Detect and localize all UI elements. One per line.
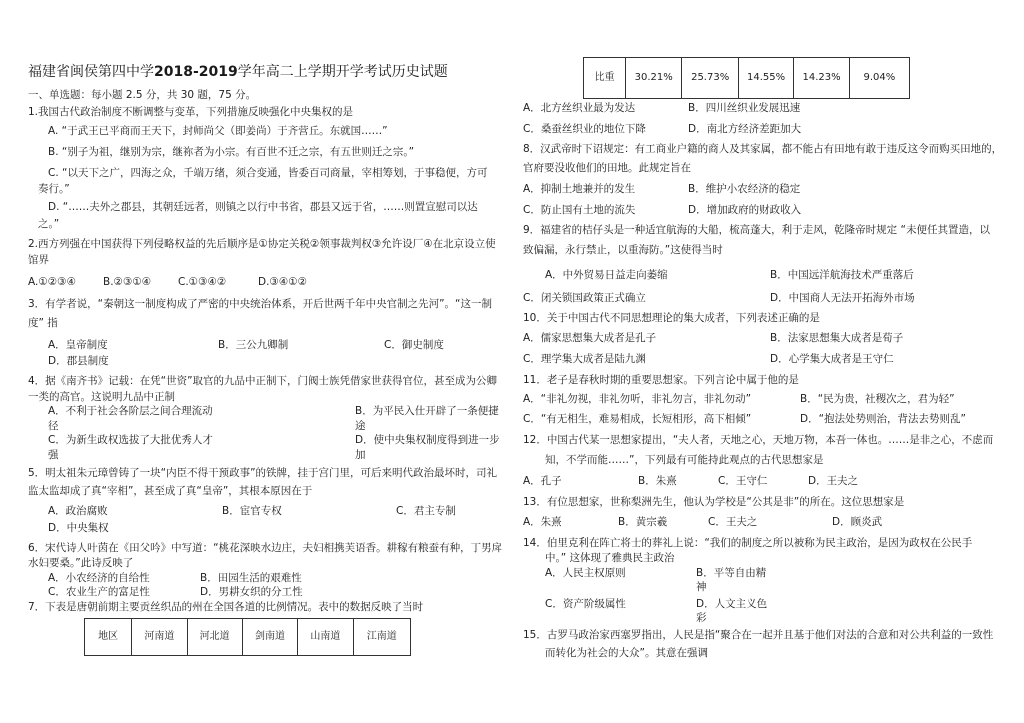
q1-option-a: A. “于武王已平商而王天下，封师尚父（即姜尚）于齐营丘。东就国……” (48, 125, 388, 137)
region-header-table (84, 618, 411, 656)
title-exam: 学年高二上学期开学考试历史试题 (237, 64, 448, 80)
q3-option-b: B．三公九卿制 (218, 339, 289, 351)
q6-option-a: A．小农经济的自给性 (48, 572, 150, 584)
q15-stem: 15．古罗马政治家西塞罗指出，人民是指“聚合在一起并且基于他们对法的合意和对公共利益的一致性 (523, 629, 994, 641)
q7-option-c: C．桑蚕丝织业的地位下降 (523, 123, 646, 135)
section-header: 一、单选题：每小题 2.5 分，共 30 题，75 分。 (28, 89, 257, 101)
q1-option-d-cont: 之。” (38, 218, 60, 230)
q12-option-c: C．王守仁 (718, 475, 768, 487)
q4-option-c-wrap: 强 (48, 449, 59, 461)
q14-option-c: C．资产阶级属性 (545, 598, 626, 610)
q3-option-c: C．御史制度 (384, 339, 444, 351)
q13-option-c: C．王夫之 (708, 516, 758, 528)
q14-option-d-cont: 彩 (696, 612, 707, 624)
q1-option-d: D. “……夫外之郡县，其朝廷远者，则镇之以行中书省，郡县又远于省，……则置宣慰司以达 (48, 201, 478, 213)
q14-option-a: A．人民主权原则 (545, 567, 626, 579)
table-row (85, 619, 411, 656)
region-header-cell: 山南道 (298, 619, 353, 656)
region-header-cell: 地区 (85, 619, 132, 656)
q7-option-d: D．南北方经济差距加大 (688, 123, 802, 135)
q11-option-c: C．“有无相生，难易相成，长短相形，高下相倾” (523, 413, 752, 425)
q1-option-c: C. “以天下之广，四海之众，千端万绪，须合变通，皆委百司商量，宰相筹划，于事稳便，方可 (48, 167, 488, 179)
q1-option-b: B. “别子为祖，继别为宗，继祢者为小宗。有百世不迁之宗，有五世则迁之宗。” (48, 146, 415, 158)
q4-stem: 4．据《南齐书》记载：在凭“世资”取官的九品中正制下，门阀士族凭借家世获得官位，甚至成为公卿 (28, 375, 498, 387)
q11-option-a: A．“非礼勿视，非礼勿听，非礼勿言，非礼勿动” (523, 393, 752, 405)
q3-option-d: D．郡县制度 (48, 355, 109, 367)
q4-option-b: B．为平民入仕开辟了一条便捷 (355, 405, 499, 417)
q5-stem-cont: 监太监却成了真“宰相”，甚至成了真“皇帝”，其根本原因在于 (28, 485, 313, 497)
q12-option-a: A．孔子 (523, 475, 562, 487)
q4-option-b-cont: 途 (355, 420, 366, 432)
ratio-cell: 14.23% (794, 58, 849, 99)
q9-stem-cont: 致偏漏，永行禁止，以重海防。”这使得当时 (523, 244, 723, 256)
q3-stem-cont: 度” 指 (28, 317, 58, 329)
ratio-cell: 30.21% (626, 58, 682, 99)
q4-option-c: C．为新生政权选拔了大批优秀人才 (48, 434, 213, 446)
q10-option-d: D．心学集大成者是王守仁 (770, 353, 894, 365)
region-header-cell: 河南道 (132, 619, 187, 656)
q4-option-d-cont: 加 (355, 449, 366, 461)
q4-stem-cont: 一类的高官。这说明九品中正制 (28, 391, 175, 403)
q3-stem: 3．有学者说，“秦朝这一制度构成了严密的中央统治体系，开后世两千年中央官制之先河”。“这一制 (28, 298, 492, 310)
region-header-cell: 剑南道 (242, 619, 297, 656)
q8-option-b: B．维护小农经济的稳定 (688, 183, 801, 195)
region-header-cell: 河北道 (187, 619, 242, 656)
q9-option-a: A．中外贸易日益走向萎缩 (545, 269, 668, 281)
q6-option-d: D．男耕女织的分工性 (200, 586, 303, 598)
q14-option-d: D．人文主义色 (696, 598, 768, 610)
q11-option-b: B．“民为贵，社稷次之，君为轻” (800, 393, 955, 405)
q10-option-b: B．法家思想集大成者是荀子 (770, 332, 904, 344)
q13-stem: 13．有位思想家，世称梨洲先生，他认为学校是“公其是非”的所在。这位思想家是 (523, 496, 905, 508)
q12-stem-cont: 知，不学而能……”，下列最有可能持此观点的古代思想家是 (545, 454, 824, 466)
table-row (584, 58, 910, 99)
title-school: 福建省闽侯第四中学 (28, 64, 154, 80)
q11-option-d: D．“抱法处势则治，背法去势则乱” (800, 413, 966, 425)
q9-option-c: C．闭关锁国政策正式确立 (523, 292, 646, 304)
q6-stem: 6．宋代诗人叶茵在《田父吟》中写道：“桃花深映水边庄，夫妇相携芙语香。耕稼有粮蚕有种，丁男戽 (28, 542, 503, 554)
q13-option-b: B．黄宗羲 (618, 516, 668, 528)
q2-option-c: C.①③④② (178, 276, 227, 288)
q3-option-a: A．皇帝制度 (48, 339, 108, 351)
q2-stem: 2.西方列强在中国获得下列侵略权益的先后顺序是①协定关税②领事裁判权③允许设厂④在北京设立使 (28, 238, 496, 250)
q2-option-d: D.③④①② (258, 276, 308, 288)
q7-stem: 7．下表是唐朝前期主要贡丝织品的州在全国各道的比例情况。表中的数据反映了当时 (28, 601, 424, 613)
q8-option-a: A．抑制土地兼并的发生 (523, 183, 636, 195)
q11-stem: 11．老子是春秋时期的重要思想家。下列言论中属于他的是 (523, 374, 799, 386)
page-title (28, 63, 448, 82)
q14-option-b-cont: 神 (696, 581, 707, 593)
ratio-label-cell: 比重 (584, 58, 626, 99)
q9-option-b: B．中国远洋航海技术严重落后 (770, 269, 914, 281)
q10-option-a: A．儒家思想集大成者是孔子 (523, 332, 657, 344)
q4-option-a: A．不利于社会各阶层之间合理流动 (48, 405, 213, 417)
q8-stem: 8．汉武帝时下诏规定：有工商业户籍的商人及其家属，都不能占有田地有敢于违反这令而购买田地的， (523, 143, 1003, 155)
q13-option-a: A．朱熹 (523, 516, 562, 528)
q12-stem: 12．中国古代某一思想家提出，“夫人者，天地之心，天地万物，本吾一体也。……是非之心，不虑而 (523, 434, 994, 446)
ratio-table (583, 57, 910, 99)
q9-stem: 9．福建省的桔仔头是一种适宜航海的大船，梳高蓬大，利于走风，乾隆帝时规定 “未便任其置造，以 (523, 224, 990, 236)
q1-stem: 1.我国古代政治制度不断调整与变革，下列措施反映强化中央集权的是 (28, 106, 354, 118)
q2-stem-cont: 馆界 (28, 254, 49, 266)
q4-option-d: D．使中央集权制度得到进一步 (355, 434, 500, 446)
q5-option-b: B．宦官专权 (222, 505, 282, 517)
title-years: 2018-2019 (154, 64, 238, 80)
q14-stem-cont: 中。” 这体现了雅典民主政治 (545, 552, 675, 564)
q15-stem-cont: 而转化为社会的大众”。其意在强调 (545, 647, 708, 659)
q6-option-c: C．农业生产的富足性 (48, 586, 150, 598)
q2-option-a: A.①②③④ (28, 276, 76, 288)
q1-option-c-cont: 奏行。” (38, 183, 70, 195)
q6-stem-cont: 水妇要桑。”此诗反映了 (28, 557, 134, 569)
ratio-cell: 9.04% (849, 58, 909, 99)
q2-option-b: B.②③①④ (103, 276, 152, 288)
q8-option-d: D．增加政府的财政收入 (688, 204, 802, 216)
q12-option-d: D．王夫之 (808, 475, 859, 487)
q10-stem: 10．关于中国古代不同思想理论的集大成者，下列表述正确的是 (523, 312, 820, 324)
q6-option-b: B．田园生活的艰难性 (200, 572, 302, 584)
q5-stem: 5．明太祖朱元璋曾铸了一块“内臣不得干预政事”的铁牌，挂于宫门里，可后来明代政治最坏时，司礼 (28, 467, 498, 479)
q12-option-b: B．朱熹 (638, 475, 677, 487)
q5-option-a: A．政治腐败 (48, 505, 108, 517)
q5-option-c: C．君主专制 (396, 505, 456, 517)
q14-stem: 14．伯里克利在阵亡将士的葬礼上说：“我们的制度之所以被称为民主政治，是因为政权在公民手 (523, 537, 973, 549)
q8-option-c: C．防止国有土地的流失 (523, 204, 636, 216)
q4-option-b-wrap: 径 (48, 420, 59, 432)
q14-option-b: B．平等自由精 (696, 567, 767, 579)
q5-option-d: D．中央集权 (48, 522, 109, 534)
q7-option-b: B．四川丝织业发展迅速 (688, 102, 801, 114)
region-header-cell: 江南道 (353, 619, 410, 656)
ratio-cell: 14.55% (738, 58, 793, 99)
q13-option-d: D．顾炎武 (832, 516, 883, 528)
q8-stem-cont: 官府要没收他们的田地。此规定旨在 (523, 162, 691, 174)
q7-option-a: A．北方丝织业最为发达 (523, 102, 636, 114)
q9-option-d: D．中国商人无法开拓海外市场 (770, 292, 915, 304)
ratio-cell: 25.73% (682, 58, 738, 99)
q10-option-c: C．理学集大成者是陆九渊 (523, 353, 646, 365)
